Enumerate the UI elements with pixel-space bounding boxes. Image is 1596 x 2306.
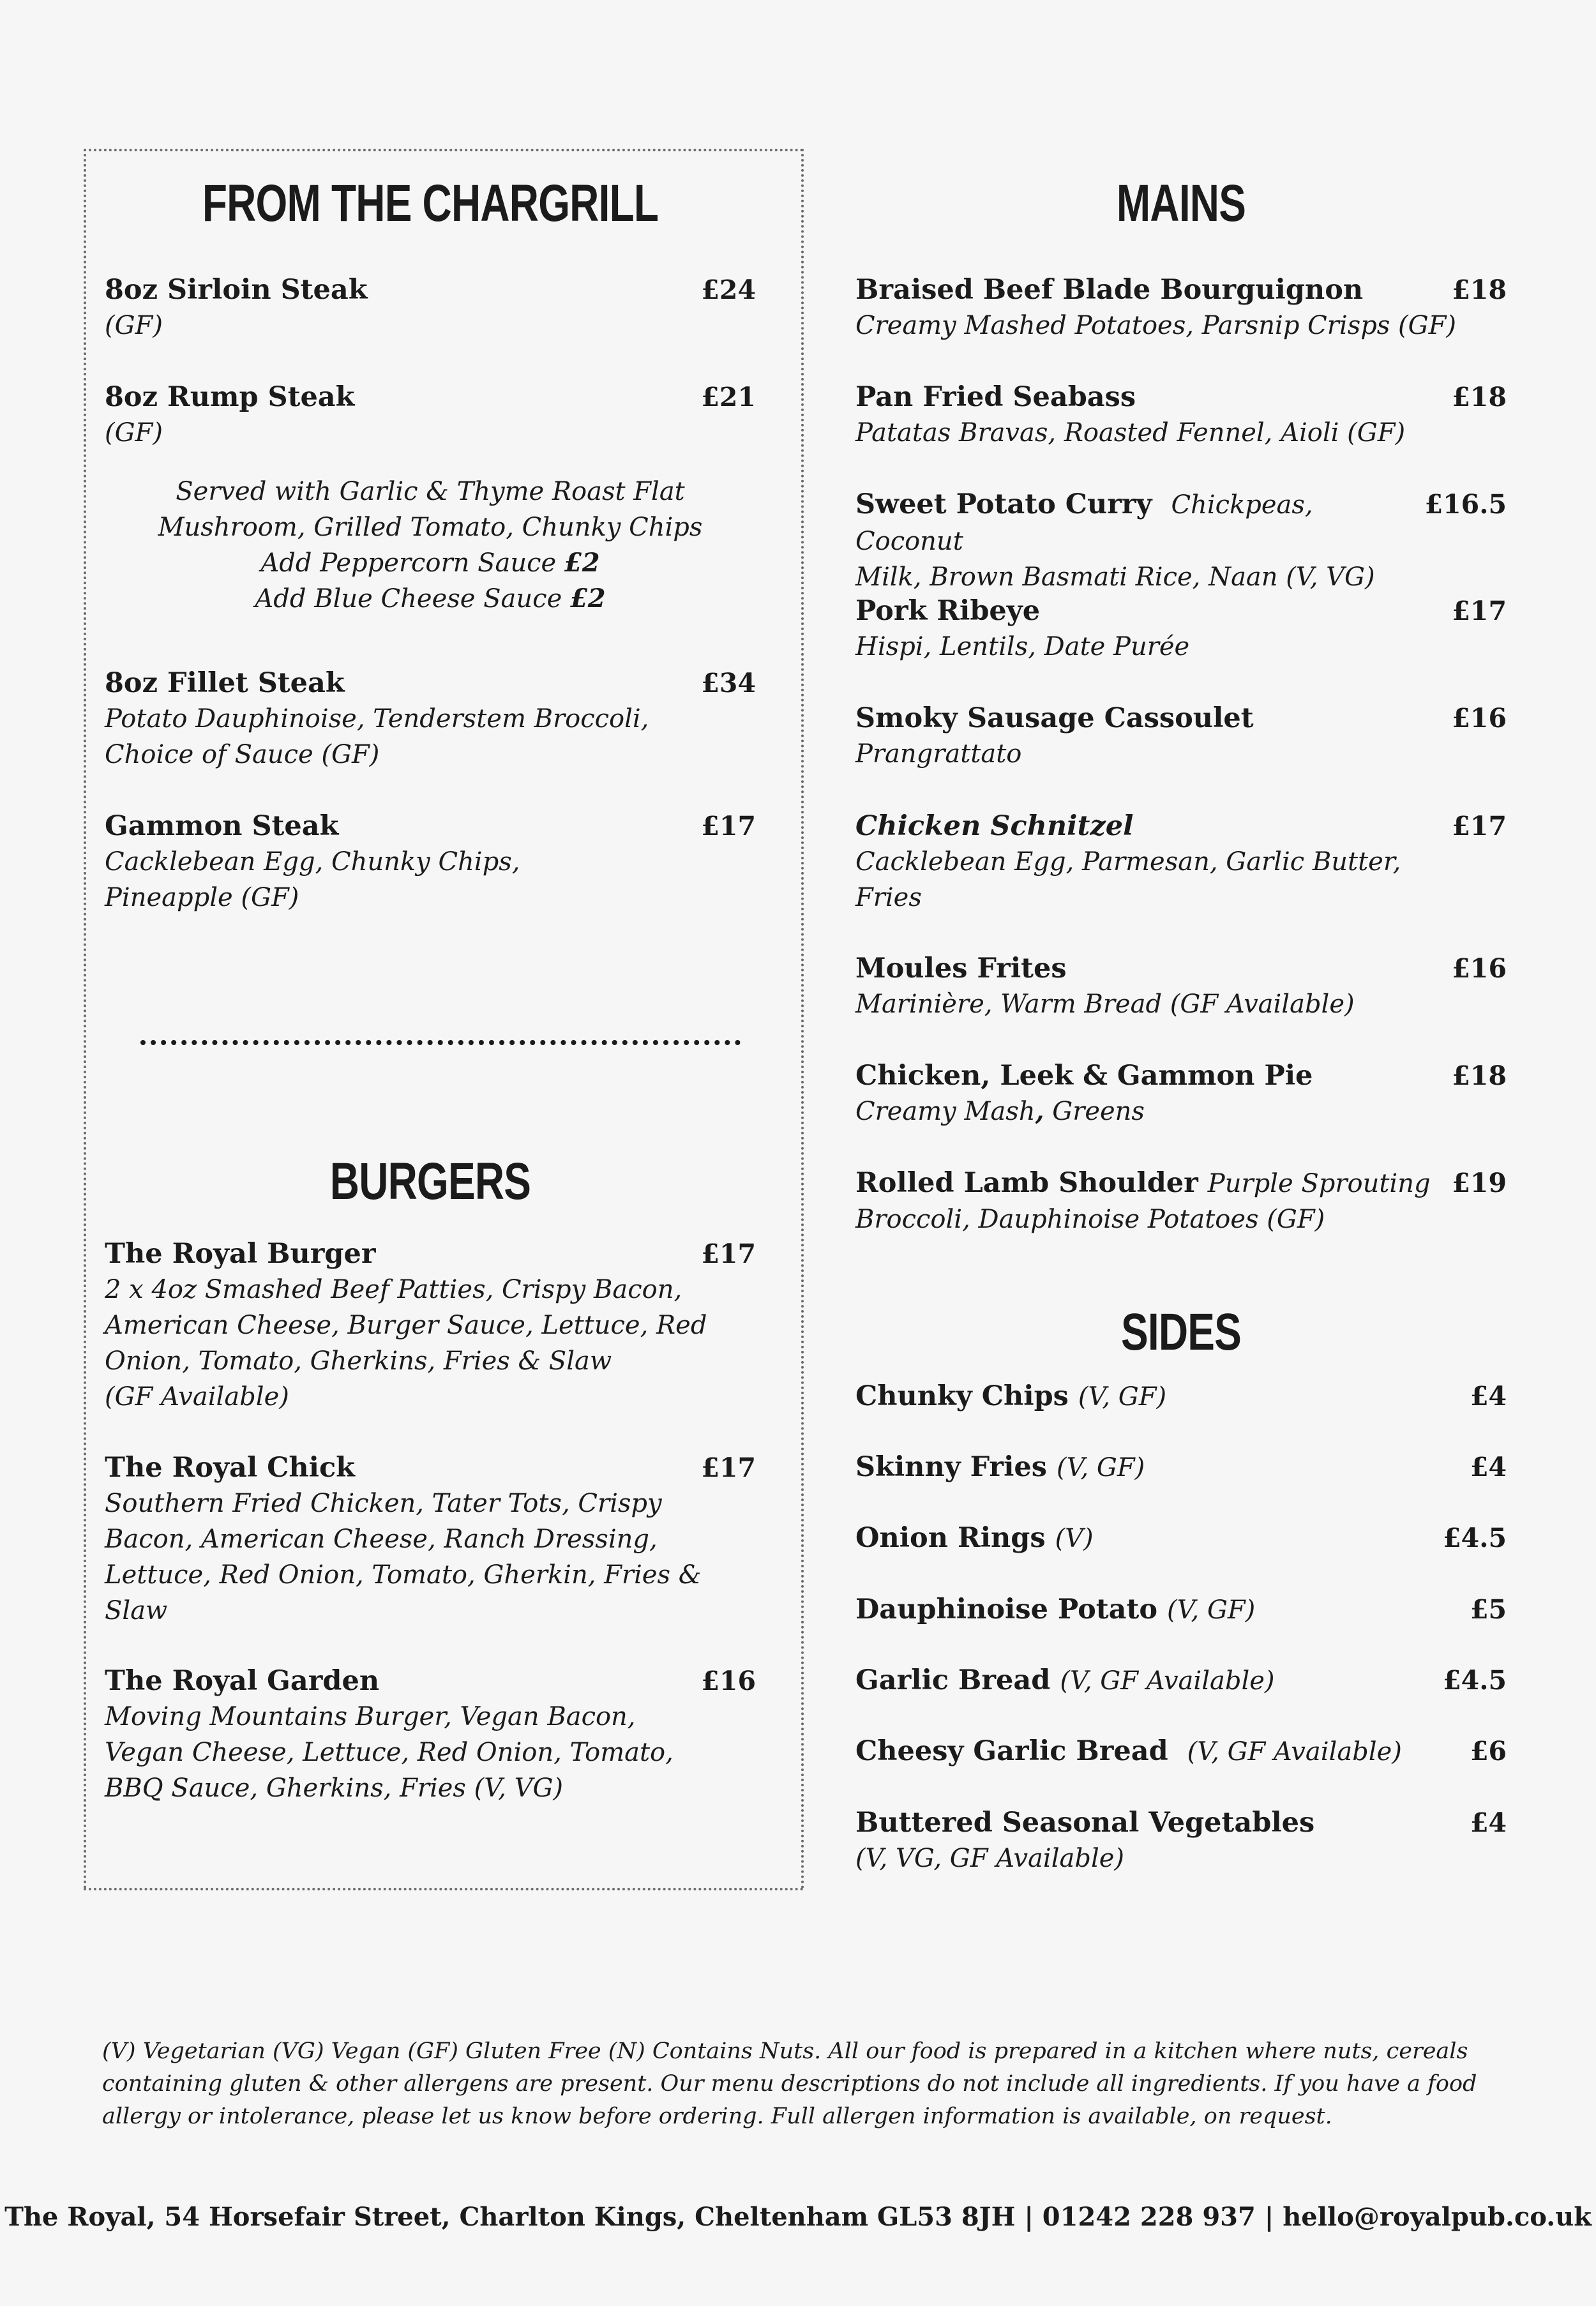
side-item bbox=[855, 1592, 1507, 1628]
item-desc: Creamy Mash, Greens bbox=[855, 1096, 1145, 1126]
note-line: Served with Garlic & Thyme Roast Flat bbox=[176, 477, 685, 506]
item-desc: 2 x 4oz Smashed Beef Patties, Crispy Bacon, bbox=[105, 1275, 682, 1304]
item-tag: (V, GF Available) bbox=[1060, 1666, 1275, 1696]
item-price: £4.5 bbox=[1443, 1523, 1507, 1553]
item-desc: Cacklebean Egg, Chunky Chips, bbox=[105, 847, 520, 877]
item-price: £16 bbox=[1452, 703, 1507, 734]
item-desc: Milk, Brown Basmati Rice, Naan (V, VG) bbox=[855, 562, 1375, 592]
item-price: £18 bbox=[1452, 1060, 1507, 1091]
allergen-line: allergy or intolerance, please let us know before ordering. Full allergen information is available, on request. bbox=[102, 2104, 1332, 2129]
contact-footer: The Royal, 54 Horsefair Street, Charlton Kings, Cheltenham GL53 8JH | 01242 228 937 | hello@royalpub.co.uk bbox=[4, 2202, 1592, 2232]
item-name: Rolled Lamb Shoulder Purple Sprouting bbox=[855, 1167, 1431, 1199]
item-price: £4.5 bbox=[1443, 1665, 1507, 1696]
side-item bbox=[855, 1733, 1507, 1770]
item-desc: Bacon, American Cheese, Ranch Dressing, bbox=[105, 1525, 658, 1554]
item-name: Braised Beef Blade Bourguignon bbox=[855, 274, 1364, 306]
item-name: Onion Rings (V) bbox=[855, 1522, 1094, 1554]
item-tag: (V, GF) bbox=[1167, 1595, 1256, 1625]
item-desc: Fries bbox=[855, 883, 922, 912]
item-desc: Broccoli, Dauphinoise Potatoes (GF) bbox=[855, 1205, 1325, 1234]
item-price: £16 bbox=[701, 1666, 756, 1696]
item-price: £4 bbox=[1470, 1381, 1507, 1412]
menu-item bbox=[855, 379, 1507, 451]
item-price: £24 bbox=[701, 275, 756, 305]
item-tag: (V, GF) bbox=[1078, 1382, 1167, 1412]
item-price: £6 bbox=[1470, 1736, 1507, 1767]
item-desc: Southern Fried Chicken, Tater Tots, Crispy bbox=[105, 1489, 662, 1518]
item-name: Chunky Chips (V, GF) bbox=[855, 1380, 1167, 1412]
item-name: 8oz Fillet Steak bbox=[105, 667, 345, 699]
mains-title: MAINS bbox=[1116, 174, 1246, 232]
section-divider bbox=[140, 1040, 741, 1045]
item-name: 8oz Sirloin Steak bbox=[105, 274, 368, 306]
allergen-line: (V) Vegetarian (VG) Vegan (GF) Gluten Free (N) Contains Nuts. All our food is prepared in a kitchen where nuts, cereals bbox=[102, 2038, 1468, 2064]
item-price: £16 bbox=[1452, 953, 1507, 984]
item-desc: Pineapple (GF) bbox=[105, 883, 299, 912]
item-desc: BBQ Sauce, Gherkins, Fries (V, VG) bbox=[105, 1774, 564, 1803]
item-desc: Lettuce, Red Onion, Tomato, Gherkin, Fries & bbox=[105, 1560, 702, 1590]
item-name: The Royal Burger bbox=[105, 1238, 376, 1270]
item-price: £18 bbox=[1452, 382, 1507, 412]
menu-item bbox=[105, 1663, 756, 1806]
item-desc: Prangrattato bbox=[855, 739, 1022, 769]
item-tag: (V) bbox=[1055, 1524, 1094, 1553]
menu-item bbox=[105, 808, 756, 916]
burgers-title: BURGERS bbox=[329, 1152, 531, 1210]
side-item bbox=[855, 1662, 1507, 1699]
side-item bbox=[855, 1449, 1507, 1486]
side-item bbox=[855, 1378, 1507, 1415]
item-desc: (GF) bbox=[105, 311, 163, 340]
allergen-line: containing gluten & other allergens are present. Our menu descriptions do not include all ingredients. If you have a food bbox=[102, 2071, 1477, 2097]
item-inline-desc: Chickpeas, Coconut bbox=[855, 490, 1313, 556]
steak-serving-note bbox=[105, 474, 756, 617]
item-name: Dauphinoise Potato (V, GF) bbox=[855, 1594, 1256, 1625]
item-desc: American Cheese, Burger Sauce, Lettuce, Red bbox=[105, 1311, 707, 1340]
menu-item bbox=[105, 379, 756, 451]
item-price: £4 bbox=[1470, 1807, 1507, 1838]
menu-item bbox=[105, 665, 756, 772]
item-name: Smoky Sausage Cassoulet bbox=[855, 702, 1254, 734]
item-desc: (V, VG, GF Available) bbox=[855, 1844, 1125, 1873]
menu-item bbox=[105, 1236, 756, 1415]
item-desc: (GF Available) bbox=[105, 1382, 289, 1412]
menu-item bbox=[855, 593, 1507, 665]
menu-item bbox=[855, 700, 1507, 772]
item-price: £17 bbox=[701, 1239, 756, 1269]
item-price: £17 bbox=[701, 811, 756, 841]
menu-item bbox=[855, 1058, 1507, 1129]
item-name: The Royal Garden bbox=[105, 1665, 380, 1697]
item-desc: (GF) bbox=[105, 418, 163, 448]
item-price: £17 bbox=[1452, 811, 1507, 841]
note-line: Add Blue Cheese Sauce £2 bbox=[255, 584, 606, 614]
item-name: Gammon Steak bbox=[105, 810, 339, 842]
note-line: Mushroom, Grilled Tomato, Chunky Chips bbox=[158, 513, 703, 542]
item-desc: Choice of Sauce (GF) bbox=[105, 740, 380, 769]
item-desc: Hispi, Lentils, Date Purée bbox=[855, 632, 1190, 661]
item-desc: Creamy Mashed Potatoes, Parsnip Crisps (GF) bbox=[855, 311, 1456, 340]
item-inline-desc: Purple Sprouting bbox=[1207, 1169, 1431, 1198]
allergen-notice bbox=[102, 2035, 1500, 2133]
item-desc: Onion, Tomato, Gherkins, Fries & Slaw bbox=[105, 1346, 612, 1376]
menu-item bbox=[855, 486, 1507, 595]
item-name: Garlic Bread (V, GF Available) bbox=[855, 1664, 1275, 1696]
item-price: £16.5 bbox=[1424, 489, 1507, 520]
item-price: £19 bbox=[1452, 1168, 1507, 1198]
menu-item bbox=[105, 1450, 756, 1629]
item-desc: Vegan Cheese, Lettuce, Red Onion, Tomato, bbox=[105, 1738, 674, 1767]
side-item bbox=[855, 1805, 1507, 1876]
item-price: £21 bbox=[701, 382, 756, 412]
item-name: Moules Frites bbox=[855, 953, 1067, 984]
sides-title: SIDES bbox=[1120, 1303, 1242, 1361]
item-tag: (V, GF) bbox=[1056, 1453, 1145, 1482]
item-name: Skinny Fries (V, GF) bbox=[855, 1451, 1145, 1483]
item-price: £18 bbox=[1452, 275, 1507, 305]
item-desc: Marinière, Warm Bread (GF Available) bbox=[855, 990, 1355, 1019]
item-price: £17 bbox=[1452, 596, 1507, 626]
item-desc: Cacklebean Egg, Parmesan, Garlic Butter, bbox=[855, 847, 1401, 877]
chargrill-title: FROM THE CHARGRILL bbox=[202, 174, 659, 232]
item-tag: (V, GF Available) bbox=[1187, 1737, 1402, 1767]
item-name: 8oz Rump Steak bbox=[105, 381, 355, 413]
item-name: Pork Ribeye bbox=[855, 595, 1041, 627]
item-price: £4 bbox=[1470, 1452, 1507, 1482]
item-name: The Royal Chick bbox=[105, 1452, 355, 1484]
item-desc: Potato Dauphinoise, Tenderstem Broccoli, bbox=[105, 704, 649, 734]
item-price: £17 bbox=[701, 1452, 756, 1483]
side-item bbox=[855, 1520, 1507, 1556]
item-desc: Moving Mountains Burger, Vegan Bacon, bbox=[105, 1702, 636, 1731]
menu-item bbox=[855, 808, 1507, 916]
item-name: Chicken, Leek & Gammon Pie bbox=[855, 1060, 1313, 1092]
item-name: Pan Fried Seabass bbox=[855, 381, 1136, 413]
item-name: Buttered Seasonal Vegetables bbox=[855, 1807, 1315, 1839]
menu-item bbox=[855, 272, 1507, 343]
item-name: Sweet Potato Curry Chickpeas, Coconut bbox=[855, 488, 1313, 556]
item-desc: Slaw bbox=[105, 1596, 168, 1625]
menu-item bbox=[855, 1165, 1507, 1237]
item-price: £5 bbox=[1470, 1594, 1507, 1625]
note-line: Add Peppercorn Sauce £2 bbox=[260, 548, 600, 578]
item-price: £34 bbox=[701, 668, 756, 698]
item-name: Cheesy Garlic Bread (V, GF Available) bbox=[855, 1735, 1402, 1767]
menu-item bbox=[855, 951, 1507, 1022]
menu-item bbox=[105, 272, 756, 343]
right-column bbox=[855, 0, 1507, 1915]
item-name: Chicken Schnitzel bbox=[855, 810, 1134, 842]
item-desc: Patatas Bravas, Roasted Fennel, Aioli (GF) bbox=[855, 418, 1406, 448]
left-column bbox=[105, 0, 756, 1915]
